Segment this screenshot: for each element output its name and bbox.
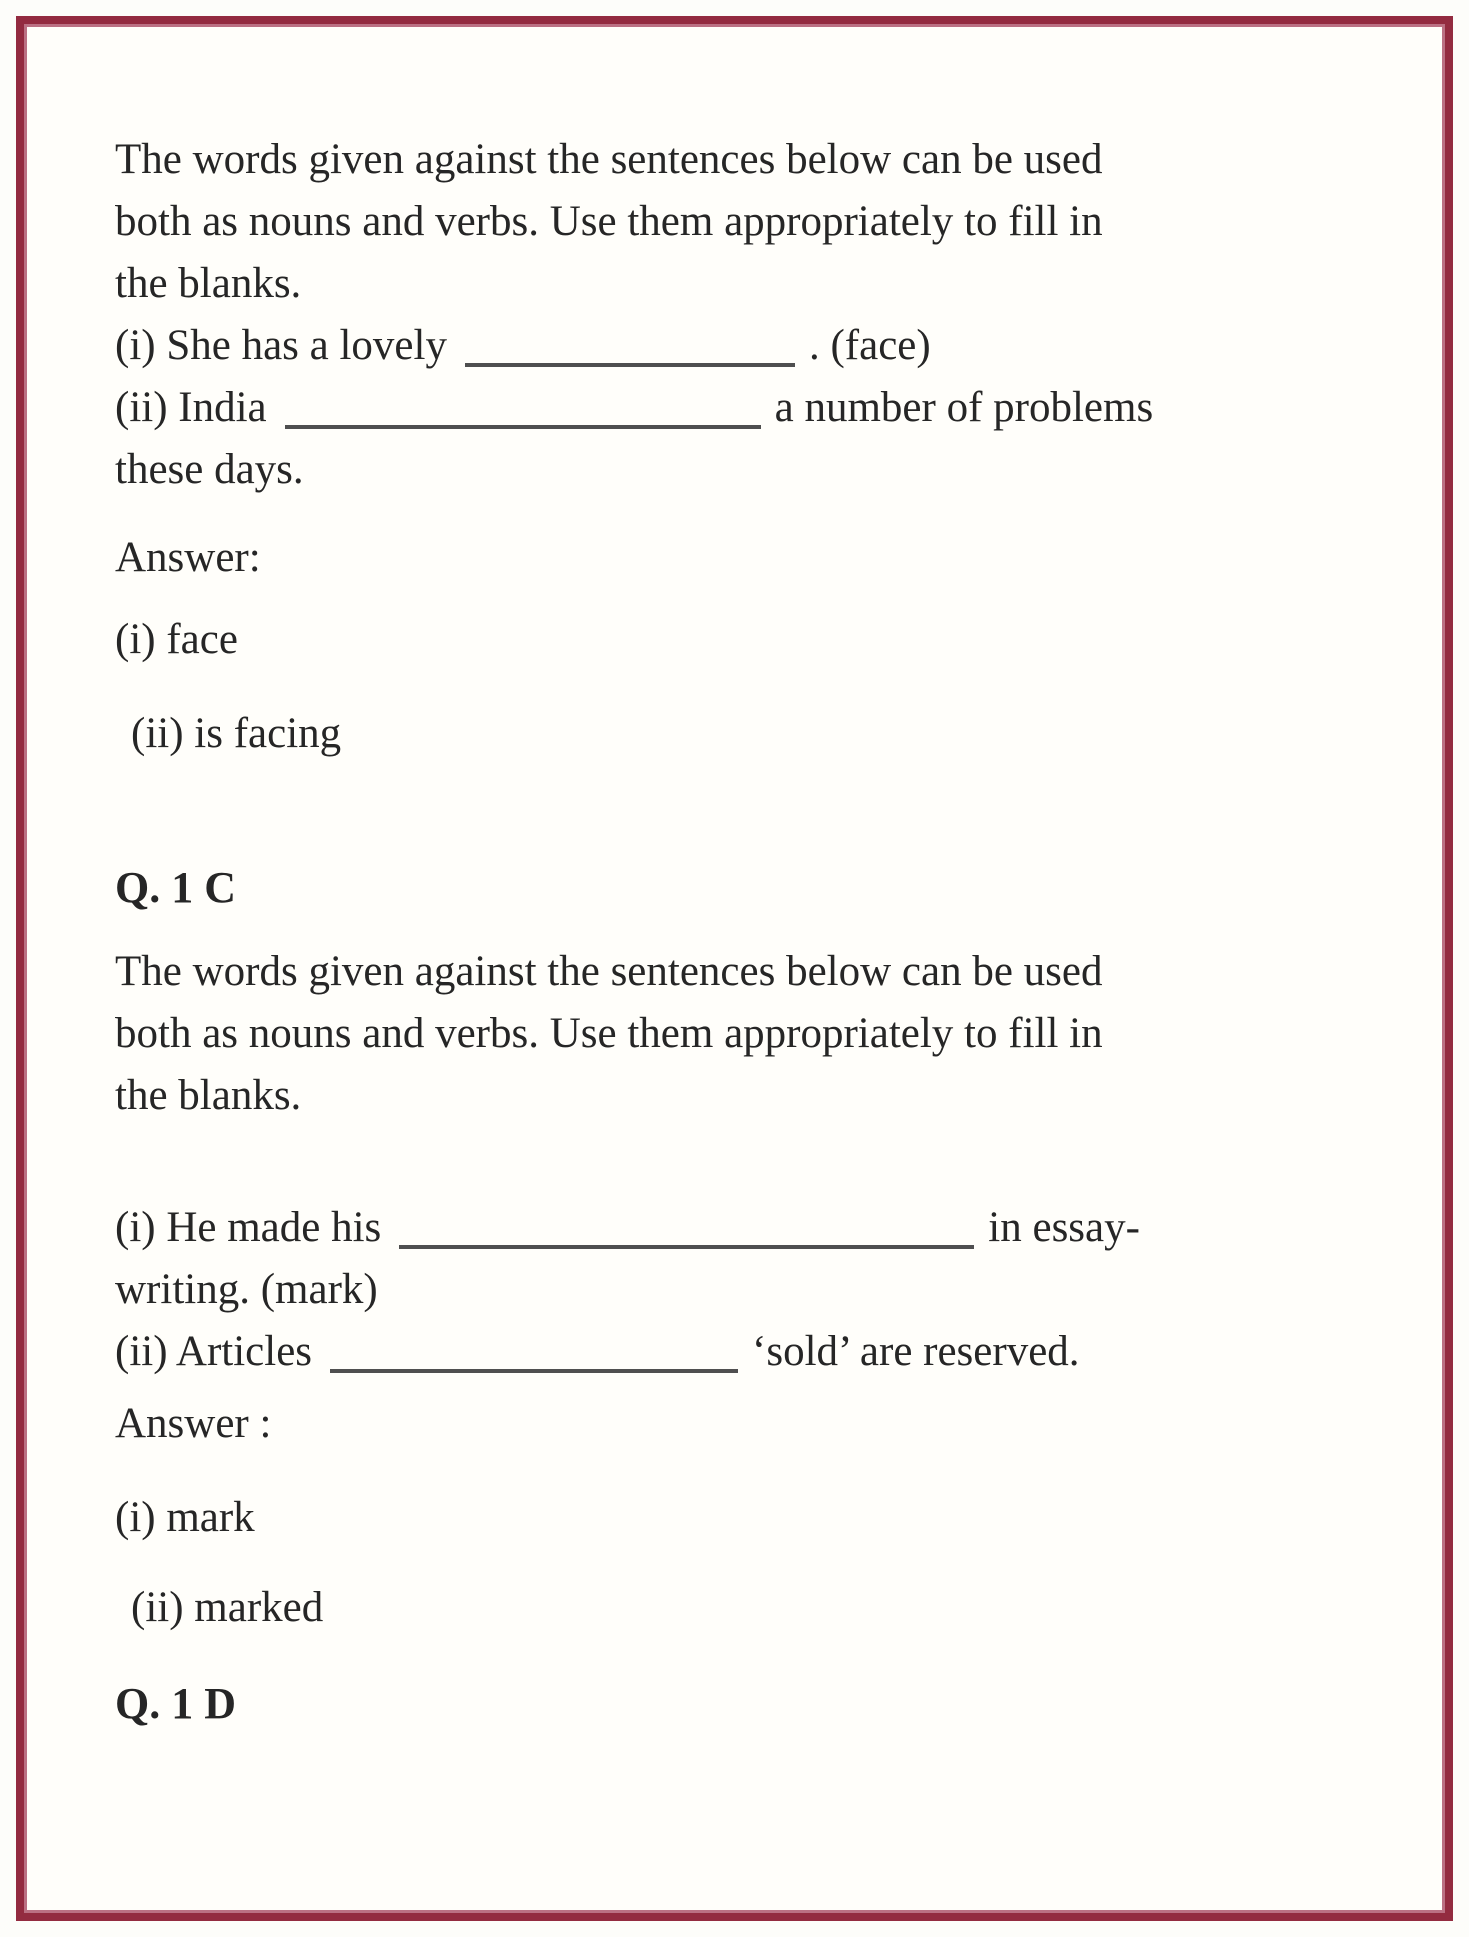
- q1c-item-2-tail: ‘sold’ are reserved.: [752, 1328, 1080, 1375]
- q1c-answer-1: (i) mark: [115, 1494, 255, 1541]
- section-q1c: [115, 857, 1372, 1639]
- q1c-heading: Q. 1 C: [115, 863, 236, 912]
- q1d-heading: Q. 1 D: [115, 1679, 236, 1728]
- q1c-item-1-continuation: writing. (mark): [115, 1266, 378, 1313]
- q1c-item-2: [115, 1321, 1372, 1383]
- q1c-item-1: [115, 1197, 1372, 1259]
- page-content: [27, 27, 1442, 1910]
- q1b-item-2-text: (ii) India: [115, 384, 267, 431]
- blank-underline-4: [330, 1339, 738, 1373]
- blank-underline-3: [399, 1215, 974, 1249]
- q1c-item-1-text: (i) He made his: [115, 1204, 382, 1251]
- q1b-intro-line-2: both as nouns and verbs. Use them appropriately to fill in: [115, 198, 1103, 245]
- section-q1d: [115, 1673, 1372, 1735]
- q1b-item-2-continuation: these days.: [115, 446, 304, 493]
- q1c-answer-2: (ii) marked: [131, 1584, 324, 1631]
- q1b-item-1-text: (i) She has a lovely: [115, 322, 447, 369]
- q1b-item-2-tail: a number of problems: [774, 384, 1154, 431]
- q1c-intro-line-2: both as nouns and verbs. Use them appropriately to fill in: [115, 1010, 1103, 1057]
- q1b-answer-1: (i) face: [115, 616, 238, 663]
- q1c-answer-label: Answer :: [115, 1400, 272, 1447]
- q1b-intro-line-1: The words given against the sentences below can be used: [115, 136, 1103, 183]
- q1c-item-1-tail: in essay-: [988, 1204, 1140, 1251]
- q1b-item-1: [115, 315, 1372, 377]
- q1b-answer-label: Answer:: [115, 534, 261, 581]
- blank-underline-2: [285, 395, 761, 429]
- q1c-intro-line-3: the blanks.: [115, 1072, 302, 1119]
- q1b-item-2: [115, 377, 1372, 439]
- q1b-answer-2: (ii) is facing: [131, 710, 342, 757]
- section-q1b: [115, 129, 1372, 765]
- q1c-item-2-text: (ii) Articles: [115, 1328, 313, 1375]
- q1b-item-1-tail: . (face): [808, 322, 931, 369]
- q1b-intro-line-3: the blanks.: [115, 260, 302, 307]
- blank-underline-1: [465, 333, 795, 367]
- q1c-intro-line-1: The words given against the sentences below can be used: [115, 948, 1103, 995]
